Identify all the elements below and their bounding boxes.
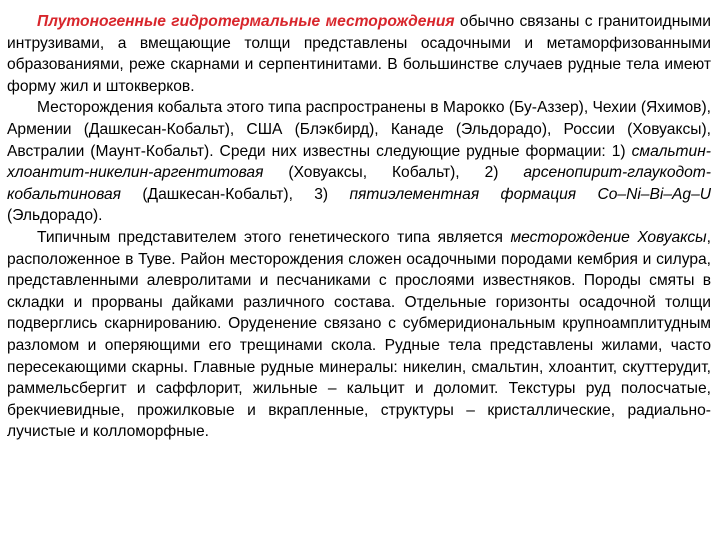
section-title: Плутоногенные гидротермальные месторождения	[37, 13, 455, 30]
paragraph-2-text-2: (Дашкесан-Кобальт), 3)	[121, 185, 350, 203]
deposit-name: месторождение Ховуаксы	[510, 228, 707, 246]
text-body	[7, 11, 711, 443]
paragraph-3-intro: Типичным представителем этого генетического типа является	[37, 228, 511, 246]
paragraph-cobalt-deposits	[7, 97, 711, 227]
formation-1: смальтин-хлоантит-никелин-аргентитовая	[7, 142, 711, 182]
paragraph-1-text: обычно связаны с гранитоидными интрузивами, а вмещающие толщи представлены осадочными и метаморфизованными образованиями, реже скарнами и серпентинитами. В большинстве случаев рудные тела имеют форму жил и штокверков.	[7, 13, 711, 95]
paragraph-3-text: , расположенное в Туве. Район месторождения сложен осадочными породами кембрия и силура, представленными алевролитами и песчаниками с прослоями известняков. Породы смяты в складки и прорваны дайками различного состава. Отдельные горизонты осадочной толщи подверглись скарнированию. Оруденение связано с субмеридиональным крупноамплитудным разломом и оперяющими его трещинами скола. Рудные тела представлены жилами, часто пересекающими скарны. Главные рудные минералы: никелин, смальтин, хлоантит, скуттерудит, раммельсбергит и саффлорит, жильные – кальцит и доломит. Текстуры руд полосчатые, брекчиевидные, прожилковые и вкрапленные, структуры – кристаллические, радиально-лучистые и колломорфные.	[7, 228, 711, 441]
paragraph-2-intro: Месторождения кобальта этого типа распространены в Марокко (Бу-Аззер), Чехии (Яхимов), Армении (Дашкесан-Кобальт), США (Блэкбирд), Канаде (Эльдорадо), России (Ховуаксы), Австралии (Маунт-Кобальт). Среди них известны следующие рудные формации: 1)	[7, 99, 711, 160]
paragraph-2-text-1: (Ховуаксы, Кобальт), 2)	[263, 164, 524, 182]
paragraph-plutonogenic	[7, 11, 711, 97]
formation-3: пятиэлементная формация Co–Ni–Bi–Ag–U	[349, 185, 712, 203]
paragraph-2-text-3: (Эльдорадо).	[7, 207, 103, 225]
paragraph-khovuaksy	[7, 227, 711, 443]
formation-2: арсенопирит-глаукодот-кобальтиновая	[7, 164, 711, 203]
